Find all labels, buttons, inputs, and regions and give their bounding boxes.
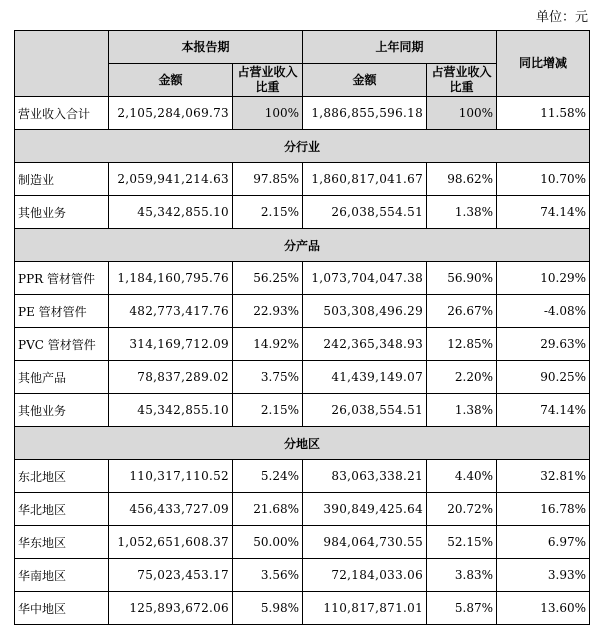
header-prior-amount: 金额 xyxy=(303,64,427,97)
current-amount-cell: 1,184,160,795.76 xyxy=(109,262,233,295)
total-prior-share: 100% xyxy=(427,97,497,130)
current-share-cell: 22.93% xyxy=(233,295,303,328)
table-row xyxy=(15,460,590,493)
current-share-cell: 5.98% xyxy=(233,592,303,625)
prior-amount-cell: 83,063,338.21 xyxy=(303,460,427,493)
current-amount-cell: 75,023,453.17 xyxy=(109,559,233,592)
header-blank-cell xyxy=(15,31,109,97)
header-yoy: 同比增减 xyxy=(497,31,590,97)
current-amount-cell: 110,317,110.52 xyxy=(109,460,233,493)
current-amount-cell: 1,052,651,608.37 xyxy=(109,526,233,559)
section-header-row xyxy=(15,229,590,262)
row-label: 其他产品 xyxy=(15,361,109,394)
current-share-cell: 3.75% xyxy=(233,361,303,394)
table-row xyxy=(15,394,590,427)
current-share-cell: 2.15% xyxy=(233,394,303,427)
table-row xyxy=(15,295,590,328)
section-header-row xyxy=(15,130,590,163)
row-label: 华北地区 xyxy=(15,493,109,526)
prior-amount-cell: 984,064,730.55 xyxy=(303,526,427,559)
row-label: PVC 管材管件 xyxy=(15,328,109,361)
total-yoy: 11.58% xyxy=(497,97,590,130)
row-label: 东北地区 xyxy=(15,460,109,493)
yoy-cell: 13.60% xyxy=(497,592,590,625)
row-label: 其他业务 xyxy=(15,394,109,427)
header-current-share: 占营业收入比重 xyxy=(233,64,303,97)
yoy-cell: 10.70% xyxy=(497,163,590,196)
prior-share-cell: 20.72% xyxy=(427,493,497,526)
prior-share-cell: 3.83% xyxy=(427,559,497,592)
current-amount-cell: 45,342,855.10 xyxy=(109,394,233,427)
current-share-cell: 97.85% xyxy=(233,163,303,196)
prior-amount-cell: 1,860,817,041.67 xyxy=(303,163,427,196)
table-row xyxy=(15,493,590,526)
header-prior-share: 占营业收入比重 xyxy=(427,64,497,97)
total-prior-amount: 1,886,855,596.18 xyxy=(303,97,427,130)
section-header-row xyxy=(15,427,590,460)
current-amount-cell: 2,059,941,214.63 xyxy=(109,163,233,196)
section-title: 分地区 xyxy=(15,427,590,460)
prior-amount-cell: 390,849,425.64 xyxy=(303,493,427,526)
table-row xyxy=(15,592,590,625)
current-amount-cell: 456,433,727.09 xyxy=(109,493,233,526)
total-label: 营业收入合计 xyxy=(15,97,109,130)
header-prior-period: 上年同期 xyxy=(303,31,497,64)
prior-amount-cell: 503,308,496.29 xyxy=(303,295,427,328)
prior-share-cell: 4.40% xyxy=(427,460,497,493)
current-share-cell: 50.00% xyxy=(233,526,303,559)
current-share-cell: 3.56% xyxy=(233,559,303,592)
section-title: 分产品 xyxy=(15,229,590,262)
prior-share-cell: 2.20% xyxy=(427,361,497,394)
revenue-table-body xyxy=(15,31,590,625)
yoy-cell: 90.25% xyxy=(497,361,590,394)
table-row xyxy=(15,559,590,592)
current-share-cell: 2.15% xyxy=(233,196,303,229)
prior-share-cell: 56.90% xyxy=(427,262,497,295)
table-row xyxy=(15,526,590,559)
prior-share-cell: 52.15% xyxy=(427,526,497,559)
prior-amount-cell: 26,038,554.51 xyxy=(303,196,427,229)
yoy-cell: 74.14% xyxy=(497,196,590,229)
yoy-cell: -4.08% xyxy=(497,295,590,328)
current-amount-cell: 125,893,672.06 xyxy=(109,592,233,625)
prior-amount-cell: 41,439,149.07 xyxy=(303,361,427,394)
row-label: 华中地区 xyxy=(15,592,109,625)
total-current-amount: 2,105,284,069.73 xyxy=(109,97,233,130)
yoy-cell: 74.14% xyxy=(497,394,590,427)
table-row xyxy=(15,196,590,229)
table-row xyxy=(15,328,590,361)
prior-share-cell: 26.67% xyxy=(427,295,497,328)
prior-share-cell: 12.85% xyxy=(427,328,497,361)
prior-amount-cell: 72,184,033.06 xyxy=(303,559,427,592)
prior-share-cell: 98.62% xyxy=(427,163,497,196)
total-row xyxy=(15,97,590,130)
current-share-cell: 21.68% xyxy=(233,493,303,526)
yoy-cell: 16.78% xyxy=(497,493,590,526)
header-row-1 xyxy=(15,31,590,64)
current-share-cell: 14.92% xyxy=(233,328,303,361)
row-label: 华南地区 xyxy=(15,559,109,592)
current-share-cell: 5.24% xyxy=(233,460,303,493)
section-title: 分行业 xyxy=(15,130,590,163)
prior-share-cell: 1.38% xyxy=(427,394,497,427)
prior-share-cell: 1.38% xyxy=(427,196,497,229)
table-row xyxy=(15,361,590,394)
header-current-period: 本报告期 xyxy=(109,31,303,64)
total-current-share: 100% xyxy=(233,97,303,130)
header-current-amount: 金额 xyxy=(109,64,233,97)
row-label: PPR 管材管件 xyxy=(15,262,109,295)
current-share-cell: 56.25% xyxy=(233,262,303,295)
unit-label: 单位：元 xyxy=(535,10,588,25)
row-label: 制造业 xyxy=(15,163,109,196)
yoy-cell: 3.93% xyxy=(497,559,590,592)
row-label: 其他业务 xyxy=(15,196,109,229)
row-label: 华东地区 xyxy=(15,526,109,559)
current-amount-cell: 78,837,289.02 xyxy=(109,361,233,394)
prior-amount-cell: 1,073,704,047.38 xyxy=(303,262,427,295)
yoy-cell: 32.81% xyxy=(497,460,590,493)
table-row xyxy=(15,262,590,295)
yoy-cell: 10.29% xyxy=(497,262,590,295)
prior-amount-cell: 26,038,554.51 xyxy=(303,394,427,427)
yoy-cell: 29.63% xyxy=(497,328,590,361)
current-amount-cell: 45,342,855.10 xyxy=(109,196,233,229)
row-label: PE 管材管件 xyxy=(15,295,109,328)
current-amount-cell: 482,773,417.76 xyxy=(109,295,233,328)
prior-amount-cell: 110,817,871.01 xyxy=(303,592,427,625)
yoy-cell: 6.97% xyxy=(497,526,590,559)
revenue-table xyxy=(14,30,590,625)
prior-amount-cell: 242,365,348.93 xyxy=(303,328,427,361)
table-row xyxy=(15,163,590,196)
prior-share-cell: 5.87% xyxy=(427,592,497,625)
current-amount-cell: 314,169,712.09 xyxy=(109,328,233,361)
